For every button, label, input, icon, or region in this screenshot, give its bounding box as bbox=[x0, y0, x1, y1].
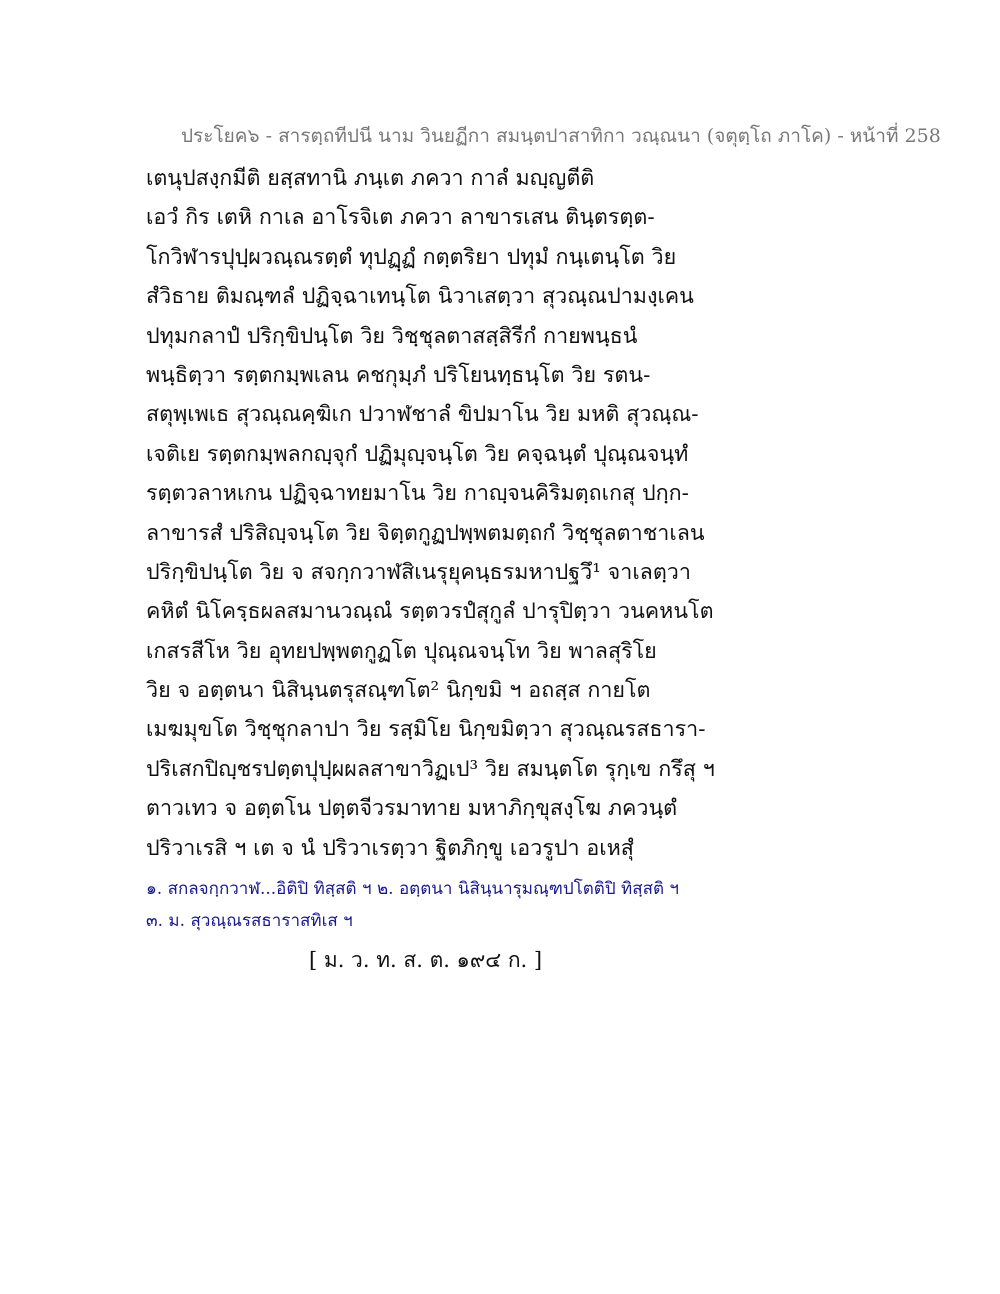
text-line: สตุพฺเพเธ สุวณฺณคฺฆิเก ปวาฬชาลํ ขิปมาโน วิย มหติ สุวณฺณ- bbox=[146, 402, 699, 428]
text-line: เจติเย รตฺตกมฺพลกญฺจุกํ ปฏิมุญฺจนฺโต วิย คจฺฉนฺตํ ปุณฺณจนฺทํ bbox=[146, 441, 689, 467]
page-header: ประโยค๖ - สารตฺถทีปนี นาม วินยฏีกา สมนฺตปาสาทิกา วณฺณนา (จตุตฺโถ ภาโค) - หน้าที่ 258 bbox=[181, 125, 941, 147]
text-line: ปริเสกปิญฺชรปตฺตปุปฺผผลสาขาวิฏเป³ วิย สมนฺตโต รุกฺเข กรึสุ ฯ bbox=[146, 756, 715, 782]
text-line: วิย จ อตฺตนา นิสินฺนตรุสณฺฑโต² นิกฺขมิ ฯ อถสฺส กายโต bbox=[146, 678, 651, 704]
text-line: เมฆมุขโต วิชฺชุกลาปา วิย รสฺมิโย นิกฺขมิตฺวา สุวณฺณรสธารา- bbox=[146, 717, 706, 743]
text-line: คหิตํ นิโครฺธผลสมานวณฺณํ รตฺตวรปํสุกูลํ ปารุปิตฺวา วนคหนโต bbox=[146, 599, 714, 625]
body-text bbox=[146, 159, 866, 868]
text-line: ลาขารสํ ปริสิญฺจนฺโต วิย จิตฺตกูฏปพฺพตมตฺถกํ วิชฺชุลตาชาเลน bbox=[146, 520, 705, 546]
text-line: เตนุปสงฺกมีติ ยสฺสทานิ ภนฺเต ภควา กาลํ มญฺญตีติ bbox=[146, 166, 595, 191]
text-line: ตาวเทว จ อตฺตโน ปตฺตจีวรมาทาย มหาภิกฺขุสงฺโฆ ภควนฺตํ bbox=[146, 796, 678, 822]
text-line: รตฺตวลาหเกน ปฏิจฺฉาทยมาโน วิย กาญฺจนคิริมตฺถเกสุ ปกฺก- bbox=[146, 481, 689, 507]
footnote: ๑. สกลจกฺกวาฬ...อิติปิ ทิสฺสติ ฯ ๒. อตฺตนา นิสินฺนารุมณฺฑปโตติปิ ทิสฺสติ ฯ bbox=[146, 879, 679, 899]
footnotes bbox=[146, 873, 866, 937]
text-line: ปทุมกลาปํ ปริกฺขิปนฺโต วิย วิชฺชุลตาสสฺสิรีกํ กายพนฺธนํ bbox=[146, 323, 638, 349]
text-line: พนฺธิตฺวา รตฺตกมฺพเลน คชกุมฺภํ ปริโยนทฺธนฺโต วิย รตน- bbox=[146, 362, 651, 388]
text-line: เอวํ กิร เตหิ กาเล อาโรจิเต ภควา ลาขารเสน ตินฺตรตฺต- bbox=[146, 205, 655, 231]
page-reference: [ ม. ว. ท. ส. ต. ๑๙๔ ก. ] bbox=[309, 948, 543, 972]
text-line: ปริวาเรสิ ฯ เต จ นํ ปริวาเรตฺวา ฐิตภิกฺขู เอวรูปา อเหสุํ bbox=[146, 835, 634, 861]
text-line: ปริกฺขิปนฺโต วิย จ สจกฺกวาฬสิเนรุยุคนฺธรมหาปฐวึ¹ จาเลตฺวา bbox=[146, 559, 691, 585]
text-line: เกสรสีโห วิย อุทยปพฺพตกูฏโต ปุณฺณจนฺโท วิย พาลสุริโย bbox=[146, 638, 657, 664]
text-line: โกวิฬารปุปฺผวณฺณรตฺตํ ทุปฏฺฏํ กตฺตริยา ปทุมํ กนฺเตนฺโต วิย bbox=[146, 244, 677, 270]
footnote: ๓. ม. สุวณฺณรสธาราสทิเส ฯ bbox=[146, 911, 353, 931]
text-line: สํวิธาย ติมณฺฑลํ ปฏิจฺฉาเทนฺโต นิวาเสตฺวา สุวณฺณปามงฺเคน bbox=[146, 284, 694, 310]
